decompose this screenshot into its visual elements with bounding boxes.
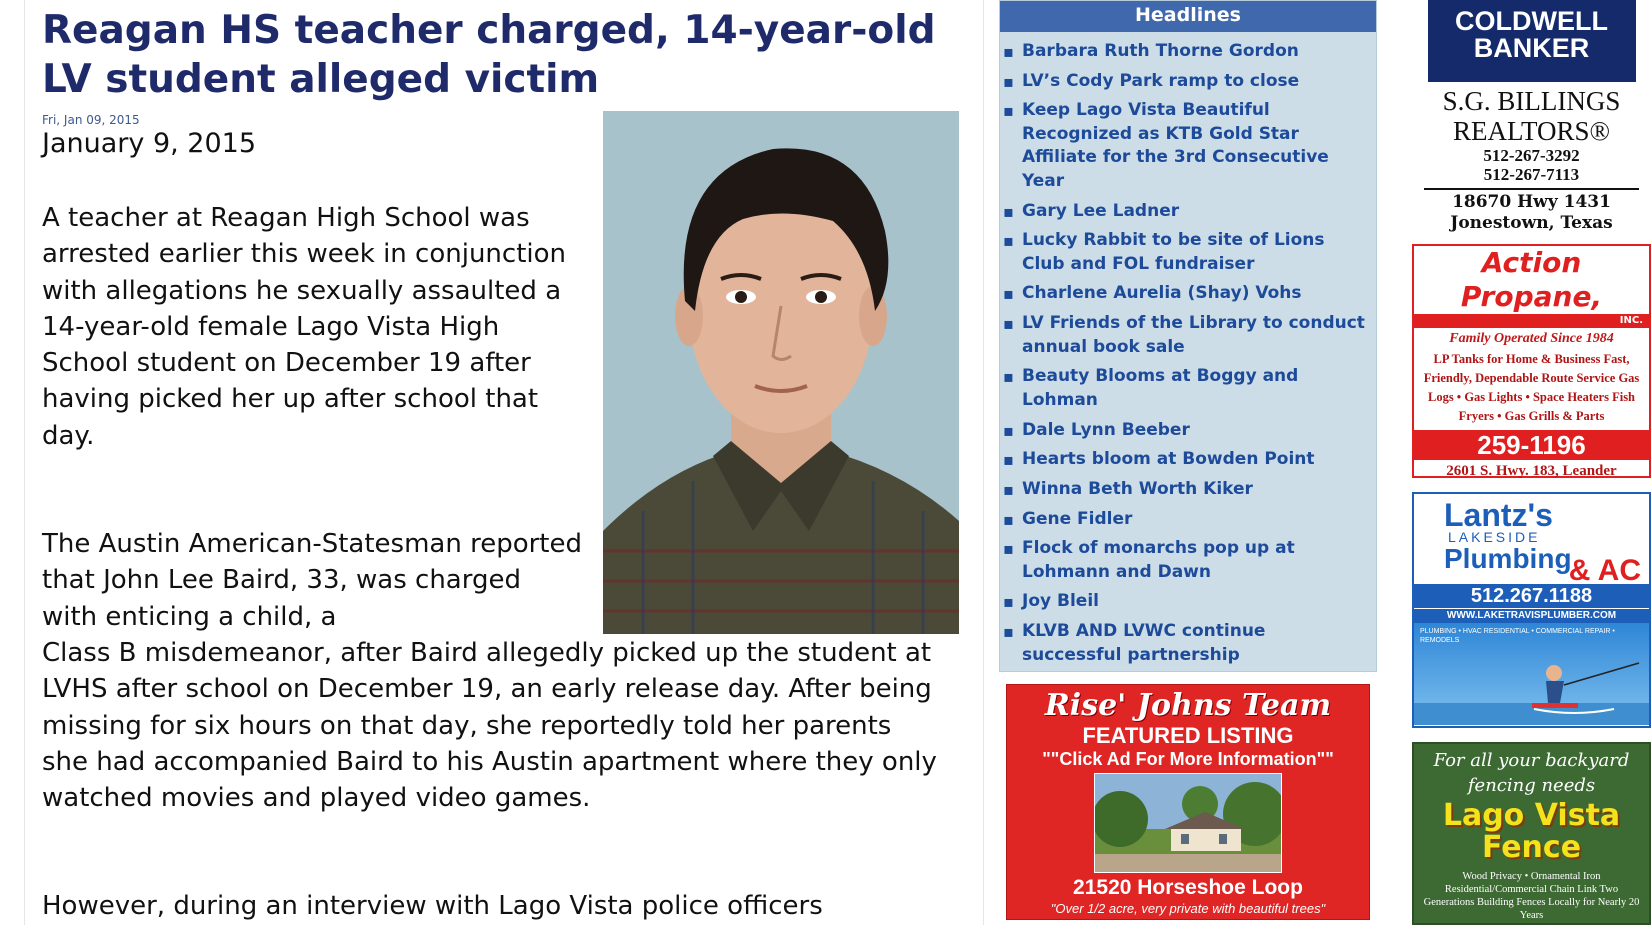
headline-link[interactable]: ▪ Joy Bleil [1020,590,1366,614]
headline-link[interactable]: ▪ Gary Lee Ladner [1020,200,1366,224]
lz-ac: & AC [1568,554,1641,587]
headlines-title: Headlines [1000,1,1376,32]
lz-plumbing: Plumbing [1444,543,1572,574]
cb-address-line1: 18670 Hwy 1431 [1452,192,1611,212]
article-column [24,0,984,925]
headline-link[interactable]: ▪ LV’s Cody Park ramp to close [1020,70,1366,94]
headline-link[interactable]: ▪ Beauty Blooms at Boggy and Lohman [1020,365,1366,412]
featured-listing-ad[interactable] [1006,684,1370,920]
fn-tagline: For all your backyard fencing needs [1433,750,1630,796]
ap-company-name: Action Propane, [1460,246,1603,313]
lz-water-skier-image [1414,623,1649,725]
lago-vista-fence-ad[interactable] [1412,742,1651,925]
cb-address-line2: Jonestown, Texas [1450,213,1613,233]
fn-description: Wood Privacy • Ornamental Iron Residential/Commercial Chain Link Two Generations Building Fences Locally for Nearly 20 Years [1423,871,1640,921]
featured-team-name: Rise' Johns Team [1044,688,1332,723]
featured-house-photo [1094,773,1282,873]
ap-inc: INC. [1414,314,1649,328]
cb-phone-1: 512-267-3292 [1483,146,1580,165]
headline-link[interactable]: ▪ Gene Fidler [1020,508,1366,532]
coldwell-banker-logo [1428,0,1636,82]
ap-family-text: Family Operated Since 1984 [1449,331,1614,346]
lantz-plumbing-ad[interactable] [1412,492,1651,728]
lz-services: PLUMBING • HVAC RESIDENTIAL • COMMERCIAL REPAIR • REMODELS [1420,628,1615,644]
headline-link[interactable]: ▪ Dale Lynn Beeber [1020,419,1366,443]
ap-phone: 259-1196 [1414,430,1649,460]
ap-services: LP Tanks for Home & Business Fast, Friendly, Dependable Route Service Gas Logs • Gas Lights • Space Heaters Fish Fryers • Gas Grills & Parts [1423,352,1640,423]
featured-click-text: ""Click Ad For More Information"" [1042,749,1334,769]
fn-name-line2: Fence [1481,830,1582,865]
mugshot-photo [603,111,959,634]
lz-phone: 512.267.1188 [1414,584,1649,608]
cb-name-line2: REALTORS® [1452,116,1611,146]
article-paragraph-2-end: Class B misdemeanor, after Baird allegedly picked up the student at LVHS after school on December 19, an early release day. After being missing for six hours on that day, she reportedly told her parents she had accompanied Baird to his Austin apartment where they only watched movies and played video games. [42,638,937,814]
article-paragraph-3: However, during an interview with Lago Vista police officers [42,891,823,921]
featured-label: FEATURED LISTING [1082,723,1294,748]
article-headline: Reagan HS teacher charged, 14-year-old LV student alleged victim [42,8,936,102]
headline-link[interactable]: ▪ Flock of monarchs pop up at Lohmann and Dawn [1020,537,1366,584]
cb-company-name [1412,86,1651,146]
headline-link[interactable]: ▪ KLVB AND LVWC continue successful partnership [1020,620,1366,667]
fn-name [1414,800,1649,864]
article-dateline: Fri, Jan 09, 2015 [42,113,140,127]
headline-link[interactable]: ▪ Barbara Ruth Thorne Gordon [1020,40,1366,64]
cb-logo-line1: COLDWELL [1455,6,1608,36]
article-date: January 9, 2015 [42,128,256,159]
lz-lakeside: LAKESIDE [1448,529,1541,545]
headline-link[interactable]: ▪ Lucky Rabbit to be site of Lions Club and FOL fundraiser [1020,229,1366,276]
cb-phones [1412,146,1651,184]
cb-logo-line2: BANKER [1473,33,1590,63]
lz-url: WWW.LAKETRAVISPLUMBER.COM [1414,608,1649,623]
lz-name: Lantz's [1444,497,1553,533]
article-paragraph-1: A teacher at Reagan High School was arrested earlier this week in conjunction with allegations he sexually assaulted a 14-year-old female Lago Vista High School student on December 19 after having picked her up after school that day. [42,203,567,451]
headline-link[interactable]: ▪ Winna Beth Worth Kiker [1020,478,1366,502]
action-propane-ad[interactable] [1412,244,1651,478]
coldwell-banker-ad[interactable] [1412,0,1651,236]
fn-name-line1: Lago Vista [1442,798,1621,833]
headlines-panel [999,0,1377,672]
cb-address [1424,188,1639,234]
headline-link[interactable]: ▪ Keep Lago Vista Beautiful Recognized as KTB Gold Star Affiliate for the 3rd Consecutive Year [1020,99,1366,193]
cb-name-line1: S.G. BILLINGS [1442,86,1621,116]
ap-address: 2601 S. Hwy. 183, Leander [1446,463,1617,479]
headline-link[interactable]: ▪ LV Friends of the Library to conduct annual book sale [1020,312,1366,359]
featured-address: 21520 Horseshoe Loop [1073,876,1303,899]
headline-link[interactable]: ▪ Charlene Aurelia (Shay) Vohs [1020,282,1366,306]
article-paragraph-2-start: The Austin American-Statesman reported that John Lee Baird, 33, was charged with enticing a child, a [42,529,582,632]
featured-description: "Over 1/2 acre, very private with beautiful trees" [1050,901,1326,916]
ad-column [1404,0,1651,925]
headline-link[interactable]: ▪ Hearts bloom at Bowden Point [1020,448,1366,472]
headlines-list [1000,32,1376,667]
cb-phone-2: 512-267-7113 [1483,165,1580,184]
